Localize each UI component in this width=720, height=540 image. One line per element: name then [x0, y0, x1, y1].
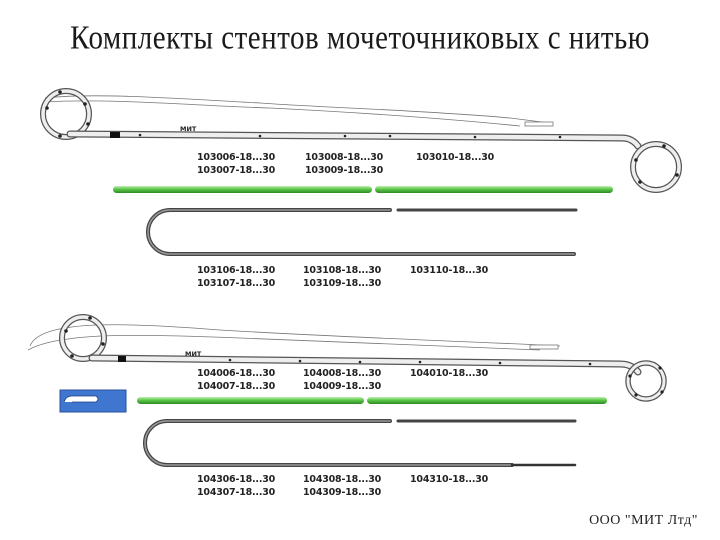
article-code: 104010-18...30 [410, 368, 489, 379]
article-code: 104306-18...30 [197, 474, 276, 485]
article-code: 104009-18...30 [303, 381, 382, 392]
article-code: 103009-18...30 [305, 165, 384, 176]
article-code: 104310-18...30 [410, 474, 489, 485]
guidewire [148, 210, 576, 254]
article-code: 103008-18...30 [305, 152, 384, 163]
article-code: 103010-18...30 [416, 152, 495, 163]
article-codes [410, 473, 488, 486]
article-code: 104006-18...30 [197, 368, 276, 379]
article-code: 103107-18...30 [197, 278, 276, 289]
article-code: 103007-18...30 [197, 165, 276, 176]
article-codes [303, 264, 381, 290]
article-codes [303, 367, 381, 393]
stent-marking-text: МИТ [180, 125, 197, 133]
article-codes [197, 367, 275, 393]
article-codes [410, 367, 488, 380]
pusher-tube [375, 186, 613, 193]
article-codes [197, 151, 275, 177]
company-footer: ООО "МИТ Лтд" [589, 513, 698, 528]
article-code: 104307-18...30 [197, 487, 276, 498]
article-codes [416, 151, 494, 164]
retrieval-thread [28, 325, 560, 350]
article-code: 103110-18...30 [410, 265, 489, 276]
blue-clamp-icon [60, 390, 126, 412]
article-codes [410, 264, 488, 277]
article-code: 104308-18...30 [303, 474, 382, 485]
article-code: 103108-18...30 [303, 265, 382, 276]
pusher-tube [113, 186, 372, 193]
guidewire [145, 421, 575, 465]
page-title: Комплекты стентов мочеточниковых с нитью [70, 19, 650, 57]
article-codes [197, 264, 275, 290]
article-codes [197, 473, 275, 499]
article-codes [305, 151, 383, 177]
distal-pigtail [633, 144, 679, 190]
pusher-tube [367, 397, 607, 404]
stent-tube [70, 125, 638, 146]
pusher-tubes [113, 186, 613, 193]
article-codes [303, 473, 381, 499]
article-code: 103106-18...30 [197, 265, 276, 276]
distal-pigtail [628, 363, 664, 399]
article-code: 104309-18...30 [303, 487, 382, 498]
retrieval-thread [45, 96, 553, 126]
pusher-tube [137, 397, 364, 404]
article-code: 103109-18...30 [303, 278, 382, 289]
article-code: 104007-18...30 [197, 381, 276, 392]
pusher-tubes [137, 397, 607, 404]
stent-marking-text: МИТ [185, 350, 202, 358]
article-code: 103006-18...30 [197, 152, 276, 163]
article-code: 104008-18...30 [303, 368, 382, 379]
